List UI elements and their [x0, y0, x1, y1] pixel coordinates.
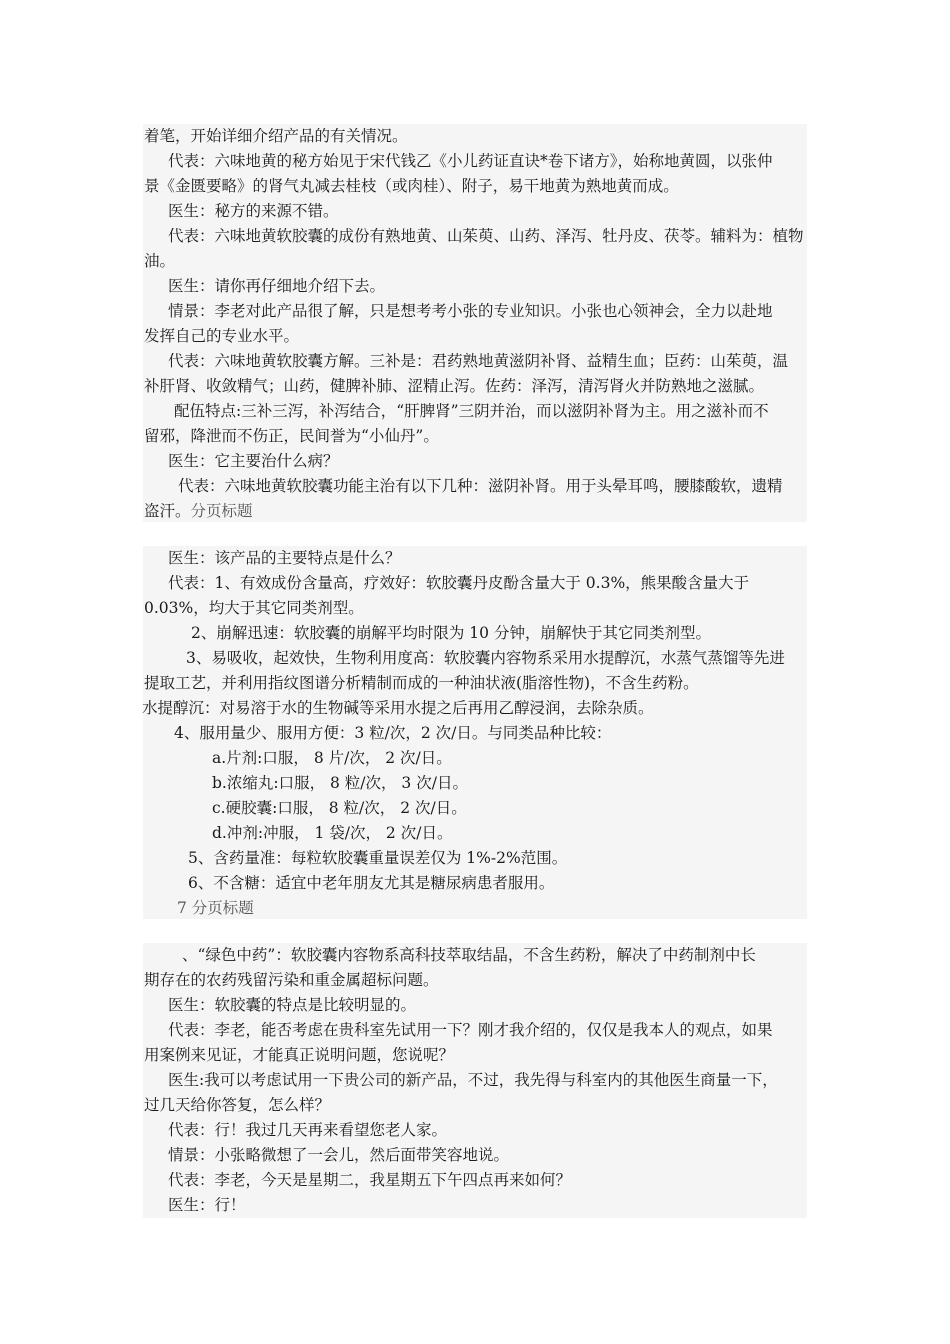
text-line: 配伍特点:三补三泻，补泻结合，“肝脾肾”三阴并治，而以滋阴补肾为主。用之滋补而不	[174, 402, 769, 420]
text-line: 补肝肾、收敛精气；山药，健脾补肺、涩精止泻。佐药：泽泻，清泻肾火并防熟地之滋腻。	[144, 377, 765, 395]
text-block-3	[143, 943, 807, 1218]
text-line: 3、易吸收，起效快，生物利用度高：软胶囊内容物系采用水提醇沉，水蒸气蒸馏等先进	[186, 649, 785, 667]
text-line: 医生：行！	[168, 1196, 246, 1214]
text-line: d.冲剂:冲服， 1 袋/次， 2 次/日。	[212, 824, 453, 842]
text-line: 情景：小张略微想了一会儿，然后面带笑容地说。	[168, 1146, 510, 1164]
text-block-1	[143, 124, 807, 522]
text-line: 医生：该产品的主要特点是什么？	[168, 549, 401, 567]
text-line-with-page-break	[144, 499, 253, 523]
text-line: 医生：秘方的来源不错。	[168, 202, 339, 220]
text-line: 盗汗。	[144, 502, 191, 520]
text-line: a.片剂:口服， 8 片/次， 2 次/日。	[212, 749, 452, 767]
text-line: 用案例来见证，才能真正说明问题，您说呢？	[144, 1046, 455, 1064]
text-line: 医生:我可以考虑试用一下贵公司的新产品，不过，我先得与科室内的其他医生商量一下，	[168, 1071, 778, 1089]
text-line: c.硬胶囊:口服， 8 粒/次， 2 次/日。	[212, 799, 467, 817]
page-break-label: 7 分页标题	[177, 899, 254, 917]
text-line: 代表：李老，今天是星期二，我星期五下午四点再来如何？	[168, 1171, 572, 1189]
text-line: 油。	[144, 252, 176, 270]
text-line: 代表：李老，能否考虑在贵科室先试用一下？刚才我介绍的，仅仅是我本人的观点，如果	[168, 1021, 773, 1039]
text-line: 代表：六味地黄软胶囊功能主治有以下几种：滋阴补肾。用于头晕耳鸣，腰膝酸软，遗精	[178, 477, 783, 495]
text-line: 过几天给你答复，怎么样？	[144, 1096, 331, 1114]
text-line: 、“绿色中药”：软胶囊内容物系高科技萃取结晶，不含生药粉，解决了中药制剂中长	[182, 946, 756, 964]
text-line: 医生：它主要治什么病？	[168, 452, 339, 470]
text-line: 景《金匮要略》的肾气丸减去桂枝（或肉桂）、附子，易干地黄为熟地黄而成。	[144, 177, 679, 195]
text-line: 6、不含糖：适宜中老年朋友尤其是糖尿病患者服用。	[188, 874, 555, 892]
page-break-label: 分页标题	[190, 502, 253, 520]
text-line: 代表：六味地黄软胶囊方解。三补是：君药熟地黄滋阴补肾、益精生血；臣药：山茱萸，温	[168, 352, 789, 370]
text-line: 0.03%，均大于其它同类剂型。	[144, 599, 364, 617]
text-line: 提取工艺，并利用指纹图谱分析精制而成的一种油状液(脂溶性物)，不含生药粉。	[144, 674, 699, 692]
text-line: 留邪，降泄而不伤正，民间誉为“小仙丹”。	[144, 427, 439, 445]
text-line: 医生：请你再仔细地介绍下去。	[168, 277, 386, 295]
text-line: 代表：行！我过几天再来看望您老人家。	[168, 1121, 448, 1139]
text-block-2	[143, 546, 807, 919]
text-line: b.浓缩丸:口服， 8 粒/次， 3 次/日。	[212, 774, 468, 792]
text-line: 5、含药量准：每粒软胶囊重量误差仅为 1%-2%范围。	[188, 849, 568, 867]
text-line: 期存在的农药残留污染和重金属超标问题。	[144, 971, 439, 989]
text-line: 代表：六味地黄软胶囊的成份有熟地黄、山茱萸、山药、泽泻、牡丹皮、茯苓。辅料为：植物	[168, 227, 804, 245]
text-line: 2、崩解迅速：软胶囊的崩解平均时限为 10 分钟，崩解快于其它同类剂型。	[191, 624, 711, 642]
text-line: 代表：六味地黄的秘方始见于宋代钱乙《小儿药证直诀*卷下诸方》，始称地黄圆，以张仲	[168, 152, 773, 170]
text-line: 4、服用量少、服用方便：3 粒/次，2 次/日。与同类品种比较：	[174, 724, 612, 742]
text-line: 着笔，开始详细介绍产品的有关情况。	[144, 127, 408, 145]
text-line: 发挥自己的专业水平。	[144, 327, 300, 345]
text-line: 医生：软胶囊的特点是比较明显的。	[168, 996, 417, 1014]
text-line: 代表：1、有效成份含量高，疗效好：软胶囊丹皮酚含量大于 0.3%，熊果酸含量大于	[168, 574, 750, 592]
text-line: 情景：李老对此产品很了解，只是想考考小张的专业知识。小张也心领神会，全力以赴地	[168, 302, 773, 320]
text-line: 水提醇沉：对易溶于水的生物碱等采用水提之后再用乙醇浸润，去除杂质。	[142, 699, 654, 717]
